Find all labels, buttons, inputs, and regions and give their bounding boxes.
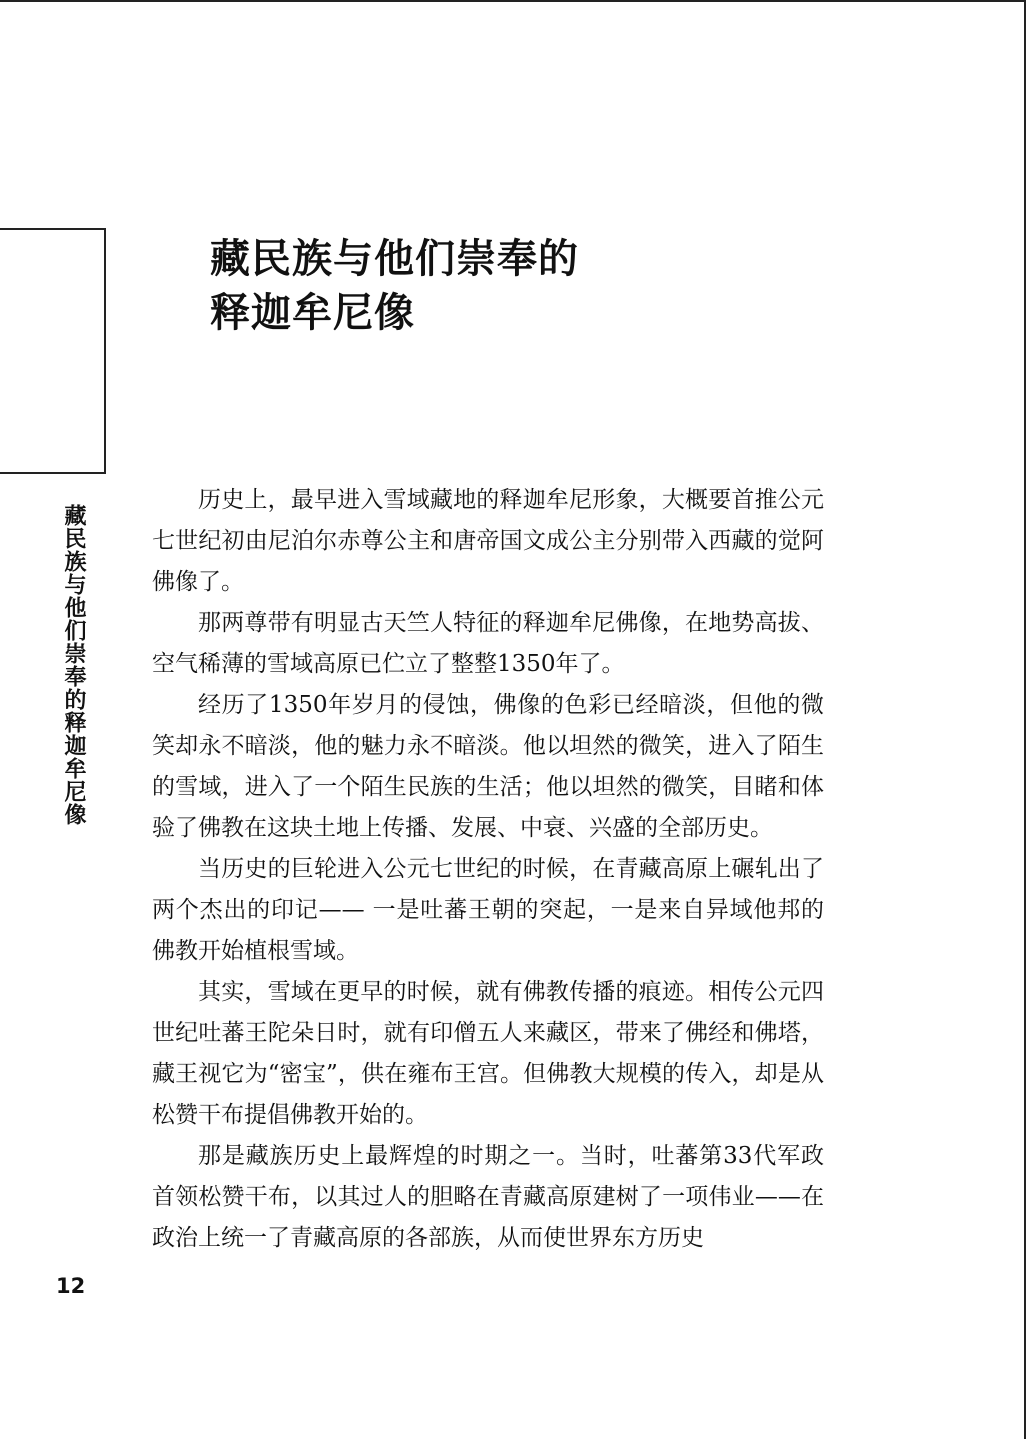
paragraph: 历史上，最早进入雪域藏地的释迦牟尼形象，大概要首推公元七世纪初由尼泊尔赤尊公主和唐帝国文成公主分别带入西藏的觉阿佛像了。 <box>152 487 824 595</box>
paragraph: 其实，雪域在更早的时候，就有佛教传播的痕迹。相传公元四世纪吐蕃王陀朵日时，就有印僧五人来藏区，带来了佛经和佛塔，藏王视它为“密宝”，供在雍布王宫。但佛教大规模的传入，却是从松赞干布提倡佛教开始的。 <box>152 979 824 1128</box>
chapter-title-line-2: 释迦牟尼像 <box>210 289 415 336</box>
paragraph: 那是藏族历史上最辉煌的时期之一。当时，吐蕃第33代军政首领松赞干布，以其过人的胆略在青藏高原建树了一项伟业——在政治上统一了青藏高原的各部族，从而使世界东方历史 <box>152 1143 824 1251</box>
paragraph: 那两尊带有明显古天竺人特征的释迦牟尼佛像，在地势高拔、空气稀薄的雪域高原已伫立了整整1350年了。 <box>152 610 824 677</box>
running-head: 藏民族与他们崇奉的释迦牟尼像 <box>61 504 87 826</box>
paragraph: 经历了1350年岁月的侵蚀，佛像的色彩已经暗淡，但他的微笑却永不暗淡，他的魅力永不暗淡。他以坦然的微笑，进入了陌生的雪域，进入了一个陌生民族的生活；他以坦然的微笑，目睹和体验了佛教在这块土地上传播、发展、中衰、兴盛的全部历史。 <box>152 692 824 841</box>
paragraph: 当历史的巨轮进入公元七世纪的时候，在青藏高原上碾轧出了两个杰出的印记—— 一是吐蕃王朝的突起，一是来自异域他邦的佛教开始植根雪域。 <box>152 856 824 964</box>
chapter-title-line-1: 藏民族与他们崇奉的 <box>210 235 579 282</box>
chapter-title <box>210 232 579 340</box>
chapter-bracket <box>0 228 106 474</box>
body-text <box>152 480 824 1259</box>
page-number: 12 <box>56 1274 86 1298</box>
